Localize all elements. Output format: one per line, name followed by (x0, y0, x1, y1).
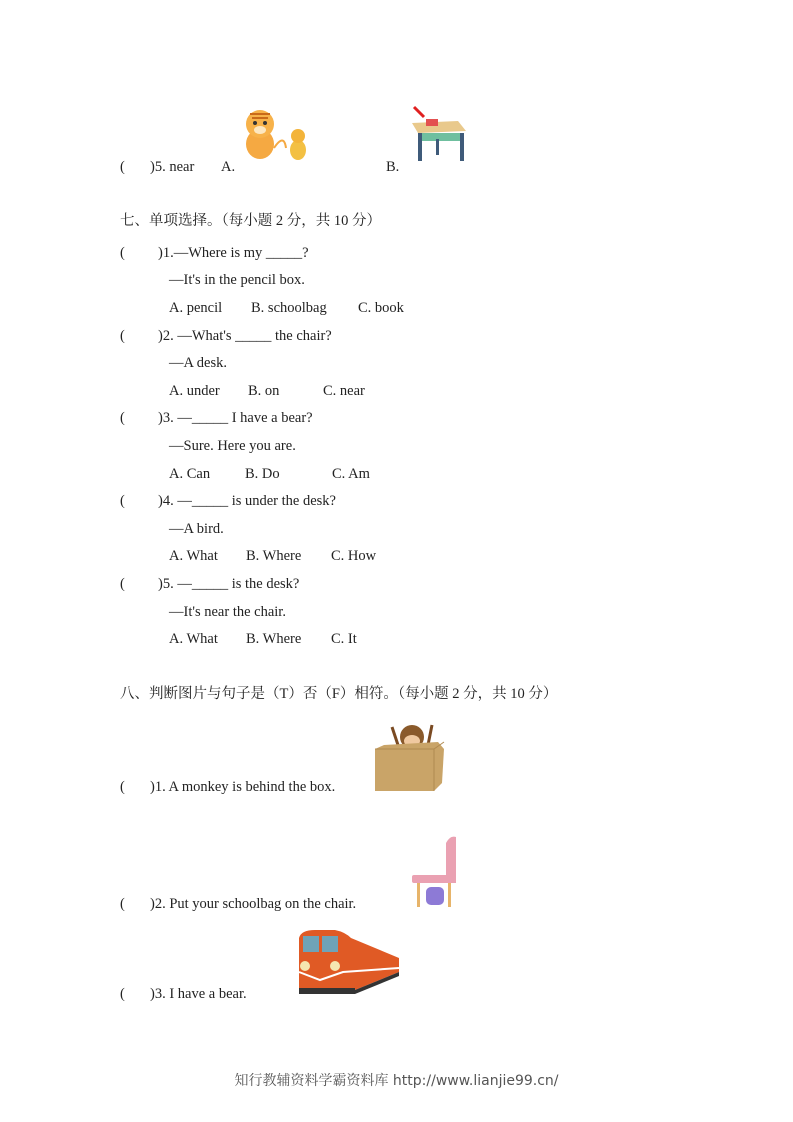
answer-paren: ( (120, 245, 125, 261)
question-text: )5. near (150, 159, 195, 175)
option: B. Do (245, 466, 280, 482)
answer-paren: ( (120, 493, 125, 509)
option: A. pencil (169, 300, 223, 316)
section-8-title: 八、判断图片与句子是（T）否（F）相符。（每小题 2 分，共 10 分） (120, 686, 558, 702)
option: B. Where (246, 631, 302, 647)
option: A. What (169, 631, 218, 647)
option: B. Where (246, 548, 302, 564)
chair-with-schoolbag-image (410, 833, 460, 911)
option: C. Am (332, 466, 370, 482)
option: C. near (323, 383, 365, 399)
statement-text: )1. A monkey is behind the box. (150, 779, 336, 795)
answer-paren: ( (120, 896, 125, 912)
option-b-label: B. (386, 159, 400, 175)
question-text: )3. —_____ I have a bear? (158, 410, 313, 426)
question-text: )2. —What's _____ the chair? (158, 328, 332, 344)
answer-paren: ( (120, 410, 125, 426)
option: A. What (169, 548, 218, 564)
monkey-behind-box-image (372, 715, 448, 793)
question-text: )5. —_____ is the desk? (158, 576, 300, 592)
option: C. It (331, 631, 357, 647)
answer-text: —A desk. (169, 355, 227, 371)
option: A. Can (169, 466, 211, 482)
answer-text: —Sure. Here you are. (169, 438, 296, 454)
answer-paren: ( (120, 328, 125, 344)
option: A. under (169, 383, 220, 399)
option: B. schoolbag (251, 300, 327, 316)
answer-paren: ( (120, 576, 125, 592)
answer-paren: ( (120, 986, 125, 1002)
answer-paren: ( (120, 779, 125, 795)
section-7-title: 七、单项选择。（每小题 2 分，共 10 分） (120, 213, 381, 229)
answer-text: —It's near the chair. (169, 604, 286, 620)
option-a-label: A. (221, 159, 236, 175)
statement-text: )3. I have a bear. (150, 986, 247, 1002)
answer-paren: ( (120, 159, 125, 175)
option: C. How (331, 548, 377, 564)
option: B. on (248, 383, 280, 399)
footer-watermark: 知行教辅资料学霸资料库 http://www.lianjie99.cn/ (234, 1073, 559, 1089)
desk-image (408, 105, 470, 163)
answer-text: —A bird. (169, 521, 224, 537)
train-image (295, 928, 401, 996)
statement-text: )2. Put your schoolbag on the chair. (150, 896, 357, 912)
question-text: )4. —_____ is under the desk? (158, 493, 336, 509)
answer-text: —It's in the pencil box. (169, 272, 305, 288)
tiger-and-cat-image (240, 108, 310, 160)
question-text: )1.—Where is my _____? (158, 245, 309, 261)
option: C. book (358, 300, 404, 316)
